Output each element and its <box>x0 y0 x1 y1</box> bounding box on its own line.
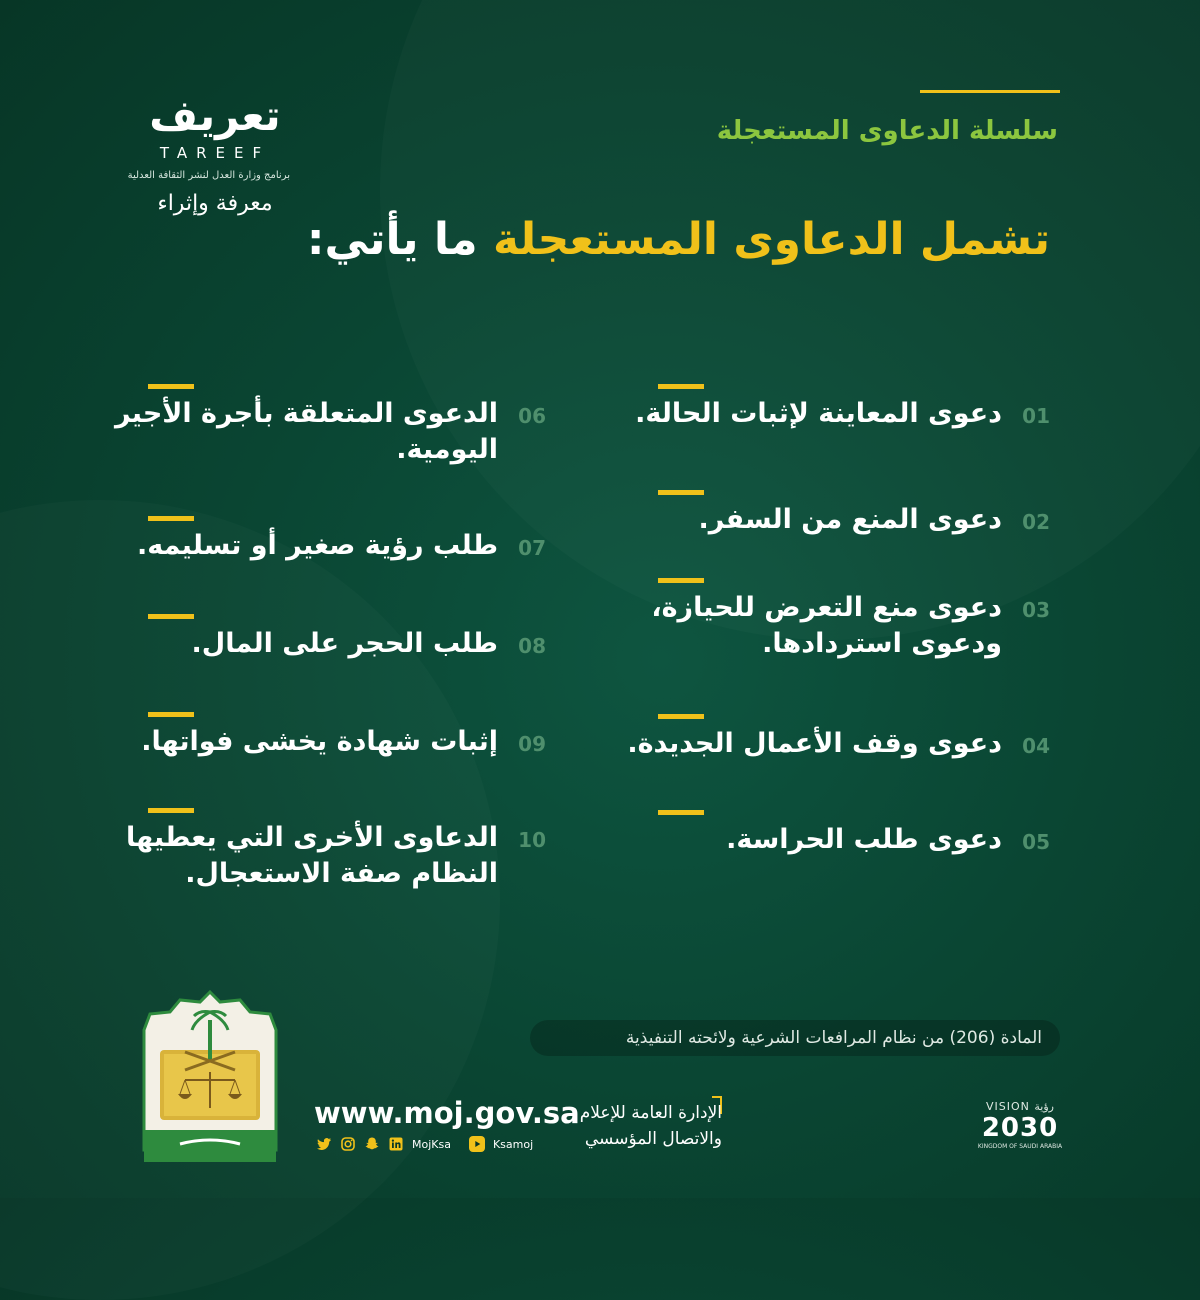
item-accent-bar <box>148 516 194 521</box>
heading-rest: ما يأتي: <box>306 214 493 265</box>
tareef-logo <box>127 91 290 216</box>
linkedin-icon[interactable] <box>388 1136 404 1152</box>
vision-country: KINGDOM OF SAUDI ARABIA <box>977 1143 1063 1150</box>
title-accent-line <box>920 90 1060 93</box>
item-number: 05 <box>1022 830 1050 854</box>
item-text: طلب الحجر على المال. <box>191 628 498 659</box>
list-item <box>148 614 546 674</box>
item-text: الدعاوى الأخرى التي يعطيها <box>125 822 498 853</box>
item-number: 02 <box>1022 510 1050 534</box>
item-accent-bar <box>658 714 704 719</box>
item-accent-bar <box>658 384 704 389</box>
reference-text: المادة (206) من نظام المرافعات الشرعية ولائحته التنفيذية <box>625 1028 1042 1048</box>
item-text: دعوى وقف الأعمال الجديدة. <box>627 728 1002 759</box>
logo-arabic: تعريف <box>149 91 281 140</box>
vision-2030-logo <box>975 1100 1065 1150</box>
reference-pill <box>530 1020 1060 1056</box>
item-text-line2: اليومية. <box>396 434 498 465</box>
item-number: 06 <box>518 404 546 428</box>
list-item <box>655 490 1050 550</box>
list-item <box>125 808 546 898</box>
item-number: 01 <box>1022 404 1050 428</box>
snapchat-icon[interactable] <box>364 1136 380 1152</box>
item-accent-bar <box>658 490 704 495</box>
logo-subtitle: برنامج وزارة العدل لنشر الثقافة العدلية <box>127 170 290 181</box>
department-name <box>562 1100 722 1152</box>
item-text-line2: ودعوى استردادها. <box>762 628 1002 659</box>
item-text: دعوى المنع من السفر. <box>698 504 1002 535</box>
item-accent-bar <box>148 384 194 389</box>
item-accent-bar <box>148 808 194 813</box>
item-text: دعوى طلب الحراسة. <box>726 824 1002 855</box>
item-number: 07 <box>518 536 546 560</box>
item-text: دعوى المعاينة لإثبات الحالة. <box>635 398 1002 429</box>
main-heading <box>307 214 1050 265</box>
list-item <box>655 810 1050 870</box>
youtube-handle[interactable]: Ksamoj <box>492 1137 534 1151</box>
item-number: 09 <box>518 732 546 756</box>
logo-tagline: معرفة وإثراء <box>157 191 273 216</box>
ministry-of-justice-emblem <box>140 990 280 1165</box>
item-number: 10 <box>518 828 546 852</box>
list-item <box>627 714 1050 774</box>
item-text: إثبات شهادة يخشى فواتها. <box>141 726 498 757</box>
list-item <box>635 384 1050 444</box>
item-number: 08 <box>518 634 546 658</box>
vision-year: 2030 <box>981 1113 1059 1143</box>
item-accent-bar <box>148 614 194 619</box>
instagram-icon[interactable] <box>340 1136 356 1152</box>
list-item <box>136 516 546 576</box>
vision-arabic: رؤية <box>1034 1100 1054 1113</box>
vision-label: VISION <box>986 1100 1030 1113</box>
item-number: 03 <box>1022 598 1050 622</box>
item-text: دعوى منع التعرض للحيازة، <box>651 592 1002 623</box>
logo-english: TAREEF <box>159 144 271 162</box>
website-url[interactable]: www.moj.gov.sa <box>314 1096 580 1130</box>
item-accent-bar <box>658 578 704 583</box>
twitter-icon[interactable] <box>316 1136 332 1152</box>
heading-highlight: تشمل الدعاوى المستعجلة <box>492 214 1050 265</box>
list-item <box>651 578 1050 668</box>
list-item <box>115 384 546 474</box>
item-accent-bar <box>148 712 194 717</box>
item-text: الدعوى المتعلقة بأجرة الأجير <box>115 398 498 429</box>
dept-line2: والاتصال المؤسسي <box>584 1129 722 1149</box>
item-text-line2: النظام صفة الاستعجال. <box>185 858 498 889</box>
social-handle[interactable]: MojKsa <box>412 1137 451 1151</box>
youtube-icon[interactable] <box>469 1136 485 1152</box>
series-title: سلسلة الدعاوى المستعجلة <box>716 116 1058 146</box>
social-links <box>316 1136 533 1152</box>
dept-line1: الإدارة العامة للإعلام <box>579 1103 722 1123</box>
list-item <box>141 712 546 772</box>
item-number: 04 <box>1022 734 1050 758</box>
item-accent-bar <box>658 810 704 815</box>
item-text: طلب رؤية صغير أو تسليمه. <box>136 530 498 561</box>
